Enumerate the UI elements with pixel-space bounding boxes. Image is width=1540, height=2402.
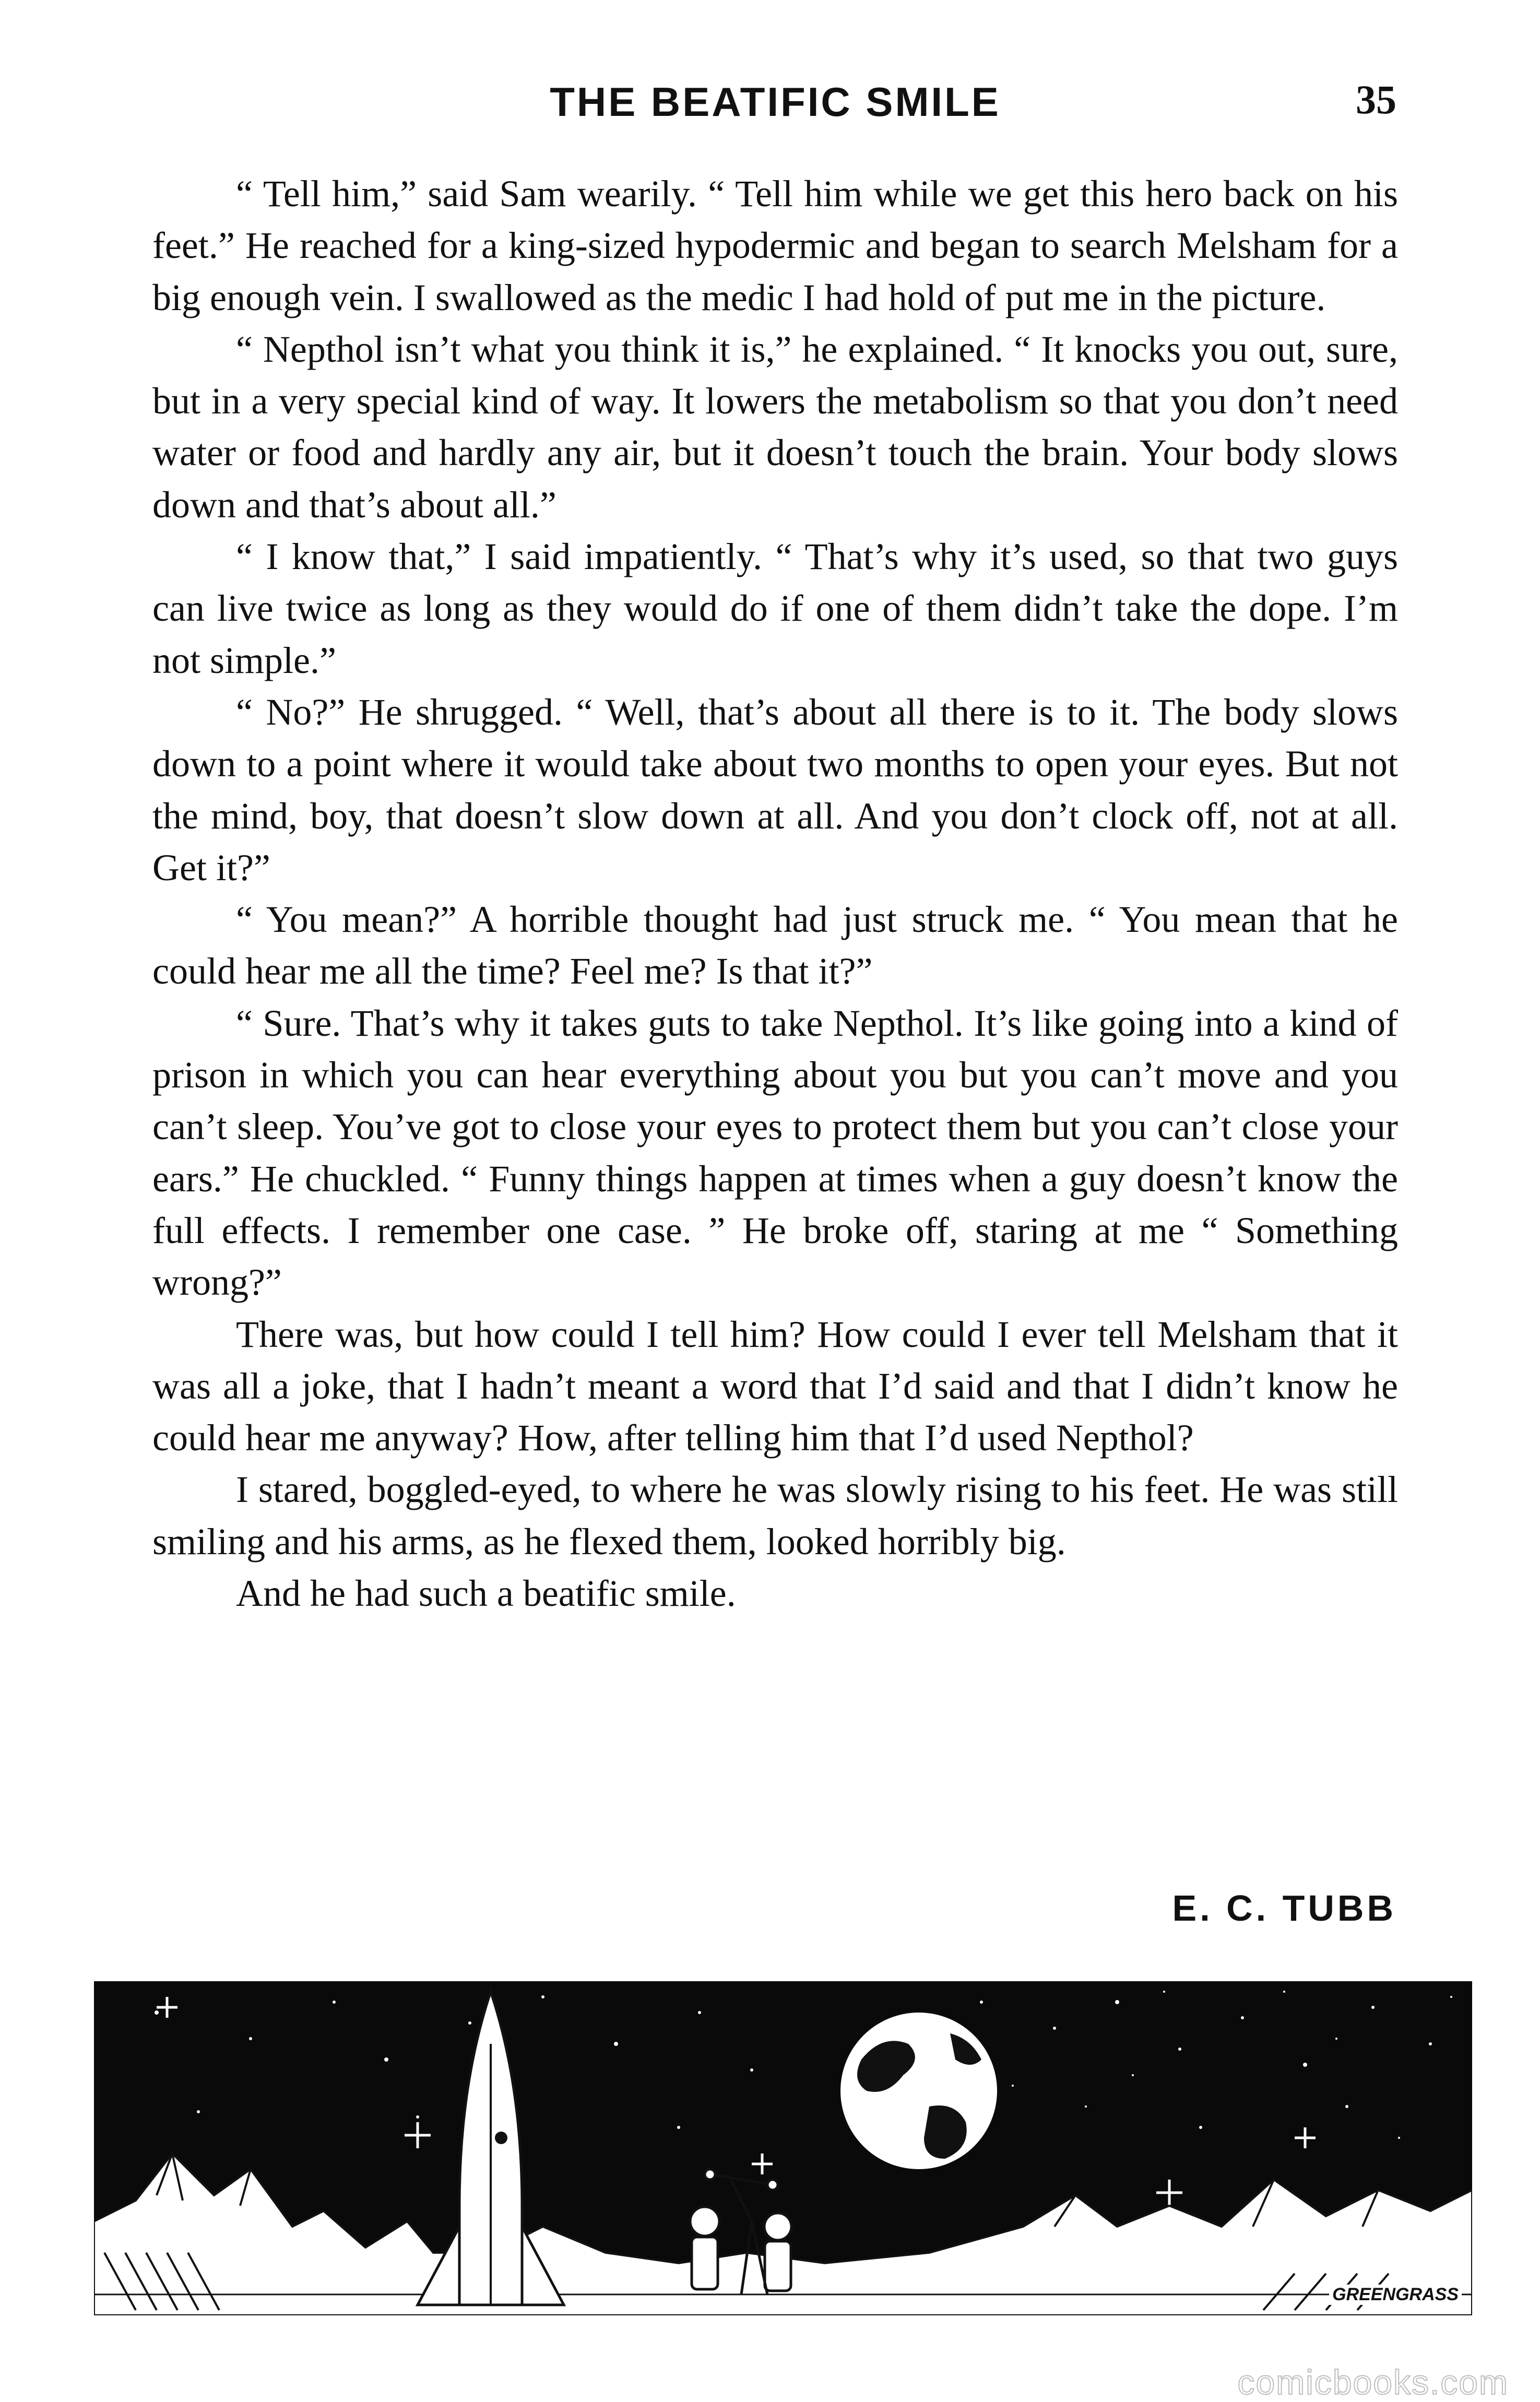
- paragraph: “ No?” He shrugged. “ Well, that’s about all there is to it. The body slows down to a point where it would take about two months to open your eyes. But not the mind, boy, that doesn’t slow down at all. And you don’t clock off, not at all. Get it?”: [152, 691, 1398, 889]
- paragraph: “ Sure. That’s why it takes guts to take Nepthol. It’s like going into a kind of prison in which you can hear everything about you but you can’t move and you can’t sleep. You’ve got to close your eyes to protect them but you can’t close your ears.” He chuckled. “ Funny things happen at times when a guy doesn’t know the full effects. I remember one case. ” He broke off, staring at me “ Something wrong?”: [152, 1002, 1398, 1304]
- moon-landscape-drawing: [94, 1981, 1472, 2315]
- page-header: [154, 74, 1396, 132]
- paragraph: “ I know that,” I said impatiently. “ That’s why it’s used, so that two guys can live twice as long as they would do if one of them didn’t take the dope. I’m not simple.”: [152, 536, 1398, 681]
- watermark: comicbooks.com: [1237, 2363, 1509, 2401]
- paragraph: And he had such a beatific smile.: [236, 1572, 736, 1615]
- earth-globe: [840, 2013, 997, 2169]
- artist-signature: GREENGRASS: [1329, 2285, 1462, 2305]
- page-number: 35: [1356, 77, 1396, 122]
- paragraph: “ Nepthol isn’t what you think it is,” he explained. “ It knocks you out, sure, but in a very special kind of way. It lowers the metabolism so that you don’t need water or food and hardly any air, but it doesn’t touch the brain. Your body slows down and that’s about all.”: [152, 328, 1398, 526]
- paragraph: “ You mean?” A horrible thought had just struck me. “ You mean that he could hear me all the time? Feel me? Is that it?”: [152, 898, 1398, 992]
- author-byline: E. C. TUBB: [1172, 1888, 1396, 1928]
- space-illustration: [94, 1981, 1472, 2315]
- paragraph: I stared, boggled-eyed, to where he was slowly rising to his feet. He was still smiling and his arms, as he flexed them, looked horribly big.: [152, 1469, 1398, 1563]
- paragraph: “ Tell him,” said Sam wearily. “ Tell him while we get this hero back on his feet.” He reached for a king-sized hypodermic and began to search Melsham for a big enough vein. I swallowed as the medic I had hold of put me in the picture.: [152, 173, 1398, 318]
- paragraph: There was, but how could I tell him? How could I ever tell Melsham that it was all a joke, that I hadn’t meant a word that I’d said and that I didn’t know he could hear me anyway? How, after telling him that I’d used Nepthol?: [152, 1313, 1398, 1459]
- running-title: THE BEATIFIC SMILE: [550, 79, 1001, 125]
- story-text: [152, 168, 1398, 1619]
